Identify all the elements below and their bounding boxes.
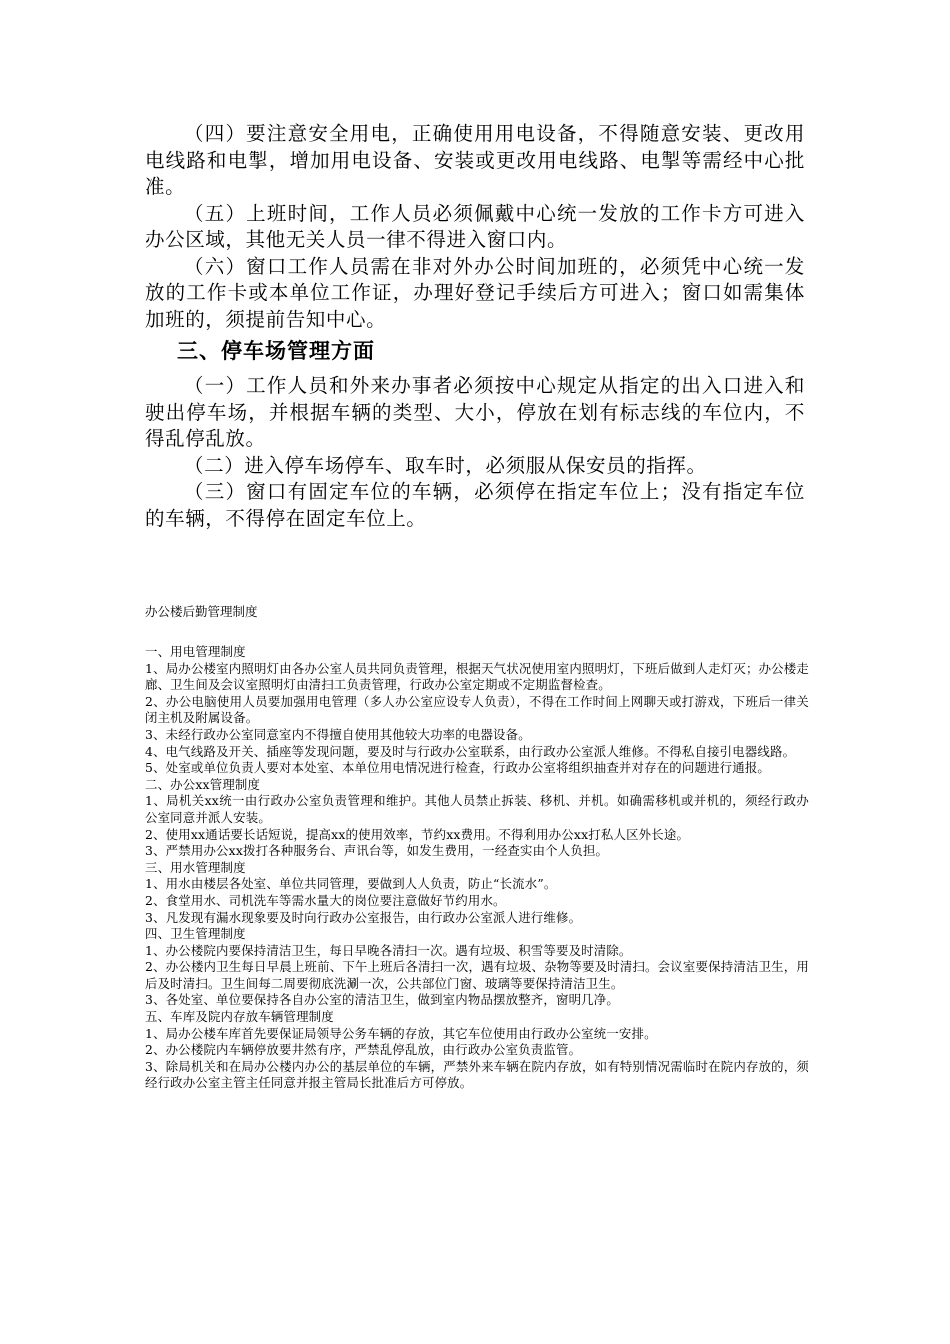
list-item: 2、办公楼内卫生每日早晨上班前、下午上班后各清扫一次，遇有垃圾、杂物等要及时清扫。会议室要保持清洁卫生，用后及时清扫。卫生间每二周要彻底洗涮一次，公共部位门窗、玻璃等要保持清洁卫生。 <box>145 959 809 991</box>
list-item: 2、办公电脑使用人员要加强用电管理（多人办公室应设专人负责），不得在工作时间上网聊天或打游戏，下班后一律关闭主机及附属设备。 <box>145 693 809 726</box>
list-item: 3、严禁用办公xx拨打各种服务台、声讯台等，如发生费用，一经查实由个人负担。 <box>145 843 609 859</box>
section-heading-vehicles: 五、车库及院内存放车辆管理制度 <box>145 1009 334 1025</box>
section-heading-hygiene: 四、卫生管理制度 <box>145 926 246 942</box>
paragraph-electricity-safety: （四）要注意安全用电，正确使用用电设备，不得随意安装、更改用电线路和电掣，增加用电设备、安装或更改用电线路、电掣等需经中心批准。 <box>145 122 805 198</box>
list-item: 1、局机关xx统一由行政办公室负责管理和维护。其他人员禁止拆装、移机、并机。如确需移机或并机的，须经行政办公室同意并派人安装。 <box>145 793 809 825</box>
paragraph-overtime: （六）窗口工作人员需在非对外办公时间加班的，必须凭中心统一发放的工作卡或本单位工作证，办理好登记手续后方可进入；窗口如需集体加班的，须提前告知中心。 <box>145 254 805 331</box>
list-item: 1、局办公楼车库首先要保证局领导公务车辆的存放，其它车位使用由行政办公室统一安排。 <box>145 1025 657 1041</box>
list-item: 3、凡发现有漏水现象要及时向行政办公室报告，由行政办公室派人进行维修。 <box>145 909 582 925</box>
list-item: 4、电气线路及开关、插座等发现问题，要及时与行政办公室联系，由行政办公室派人维修。不得私自接引电器线路。 <box>145 743 796 759</box>
list-item: 1、局办公楼室内照明灯由各办公室人员共同负责管理，根据天气状况使用室内照明灯，下班后做到人走灯灭；办公楼走廊、卫生间及会议室照明灯由清扫工负责管理，行政办公室定期或不定期监督检查。 <box>145 660 809 693</box>
list-item: 5、处室或单位负责人要对本处室、本单位用电情况进行检查，行政办公室将组织抽查并对存在的问题进行通报。 <box>145 760 771 776</box>
list-item: 1、用水由楼层各处室、单位共同管理，要做到人人负责，防止“长流水”。 <box>145 876 557 892</box>
section-heading-parking: 三、停车场管理方面 <box>177 339 375 363</box>
paragraph-parking-entry: （一）工作人员和外来办事者必须按中心规定从指定的出入口进入和驶出停车场，并根据车辆的类型、大小，停放在划有标志线的车位内，不得乱停乱放。 <box>145 374 805 450</box>
section-heading-electricity: 一、用电管理制度 <box>145 644 246 659</box>
section-heading-office: 二、办公xx管理制度 <box>145 776 261 792</box>
list-item: 3、未经行政办公室同意室内不得擅自使用其他较大功率的电器设备。 <box>145 726 531 742</box>
list-item: 1、办公楼院内要保持清洁卫生，每日早晚各清扫一次。遇有垃圾、积雪等要及时清除。 <box>145 942 632 958</box>
paragraph-parking-guard: （二）进入停车场停车、取车时，必须服从保安员的指挥。 <box>184 453 707 477</box>
paragraph-work-card: （五）上班时间，工作人员必须佩戴中心统一发放的工作卡方可进入办公区域，其他无关人员一律不得进入窗口内。 <box>145 201 805 251</box>
page-top-section <box>145 121 805 532</box>
document-title: 办公楼后勤管理制度 <box>145 604 258 619</box>
paragraph-parking-fixed-spaces: （三）窗口有固定车位的车辆，必须停在指定车位上；没有指定车位的车辆，不得停在固定车位上。 <box>145 480 805 530</box>
list-item: 3、各处室、单位要保持各自办公室的清洁卫生，做到室内物品摆放整齐，窗明几净。 <box>145 992 619 1008</box>
section-heading-water: 三、用水管理制度 <box>145 859 246 875</box>
list-item: 2、使用xx通话要长话短说，提高xx的使用效率，节约xx费用。不得利用办公xx打私人区外长途。 <box>145 826 690 842</box>
logistics-regulations-document <box>145 603 809 1092</box>
list-item: 2、食堂用水、司机洗车等需水量大的岗位要注意做好节约用水。 <box>145 892 506 908</box>
list-item: 3、除局机关和在局办公楼内办公的基层单位的车辆，严禁外来车辆在院内存放，如有特别情况需临时在院内存放的，须经行政办公室主管主任同意并报主管局长批准后方可停放。 <box>145 1058 809 1091</box>
list-item: 2、办公楼院内车辆停放要井然有序，严禁乱停乱放，由行政办公室负责监管。 <box>145 1042 582 1058</box>
